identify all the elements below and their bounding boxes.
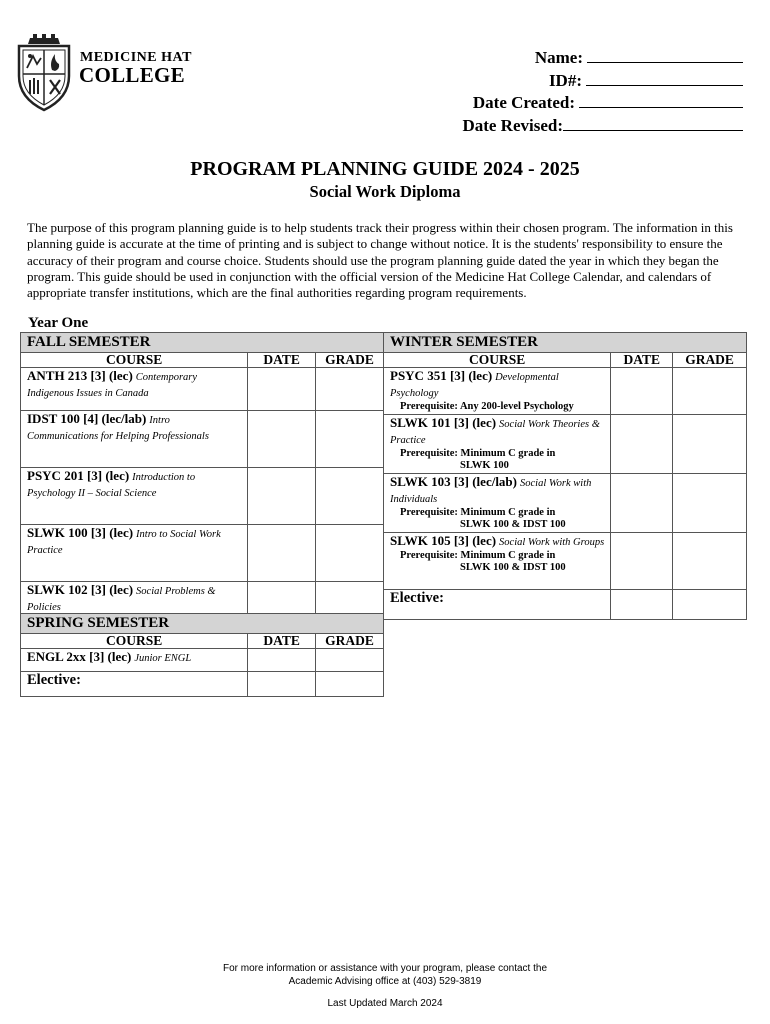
grade-cell[interactable] [673, 368, 747, 415]
logo-text-line1: MEDICINE HAT [80, 50, 192, 65]
date-cell[interactable] [248, 649, 316, 672]
table-row: SLWK 103 [3] (lec/lab) Social Work with Individuals Prerequisite: Minimum C grade in SLWK 100 & IDST 100 [384, 474, 747, 533]
grade-cell[interactable] [673, 533, 747, 590]
date-created-field[interactable]: Date Created: [462, 92, 743, 115]
table-row: PSYC 201 [3] (lec) Introduction to Psychology II – Social Science [21, 468, 384, 525]
grade-cell[interactable] [673, 415, 747, 474]
date-cell[interactable] [611, 590, 673, 620]
table-row: PSYC 351 [3] (lec) Developmental Psychology Prerequisite: Any 200-level Psychology [384, 368, 747, 415]
spring-semester-table [20, 613, 384, 697]
date-cell[interactable] [248, 468, 316, 525]
table-row: ENGL 2xx [3] (lec) Junior ENGL [21, 649, 384, 672]
table-row [384, 590, 747, 620]
grade-cell[interactable] [316, 649, 384, 672]
grade-cell[interactable] [316, 411, 384, 468]
table-row: SLWK 100 [3] (lec) Intro to Social Work Practice [21, 525, 384, 582]
grade-column-header: GRADE [316, 353, 384, 368]
spring-semester-title: SPRING SEMESTER [21, 614, 384, 634]
date-cell[interactable] [611, 368, 673, 415]
winter-semester-title: WINTER SEMESTER [384, 333, 747, 353]
footer-contact: For more information or assistance with your program, please contact the Academic Advising office at (403) 529-3819 [222, 963, 548, 987]
table-row: SLWK 105 [3] (lec) Social Work with Groups Prerequisite: Minimum C grade in SLWK 100 & IDST 100 [384, 533, 747, 590]
date-revised-field[interactable]: Date Revised: [462, 115, 743, 138]
college-logo [16, 34, 216, 114]
date-cell[interactable] [248, 411, 316, 468]
grade-cell[interactable] [316, 525, 384, 582]
grade-cell[interactable] [316, 468, 384, 525]
grade-cell[interactable] [673, 474, 747, 533]
date-column-header: DATE [248, 353, 316, 368]
grade-column-header: GRADE [316, 634, 384, 649]
page-title: PROGRAM PLANNING GUIDE 2024 - 2025 [190, 158, 580, 180]
program-subtitle: Social Work Diploma [309, 182, 461, 201]
intro-paragraph: The purpose of this program planning guide is to help students track their progress within their chosen program. The information in this planning guide is accurate at the time of printing and is subject to change without notice. It is the students' responsibility to ensure the accuracy of their program and course choice. Students should use the program planning guide dated the year in which they began the program. This guide should be used in conjunction with the official version of the Medicine Hat College Calendar, and calendars of appropriate transfer institutions, which are the final authorities regarding program requirements. [27, 220, 733, 301]
course-column-header: COURSE [21, 634, 248, 649]
spring-elective-label: Elective: [27, 672, 81, 688]
shield-crest-icon [16, 34, 72, 112]
grade-cell[interactable] [316, 368, 384, 411]
date-cell[interactable] [248, 672, 316, 697]
id-field[interactable]: ID#: [462, 70, 743, 93]
winter-elective-label: Elective: [390, 590, 444, 606]
last-updated: Last Updated March 2024 [327, 998, 443, 1009]
fall-semester-table [20, 332, 384, 617]
grade-cell[interactable] [316, 672, 384, 697]
grade-cell[interactable] [673, 590, 747, 620]
course-column-header: COURSE [384, 353, 611, 368]
table-row: ANTH 213 [3] (lec) Contemporary Indigenous Issues in Canada [21, 368, 384, 411]
grade-cell[interactable] [316, 582, 384, 617]
name-field[interactable]: Name: [462, 47, 743, 70]
student-info-fields [462, 47, 743, 137]
date-cell[interactable] [248, 582, 316, 617]
table-row: SLWK 102 [3] (lec) Social Problems & Policies [21, 582, 384, 617]
date-cell[interactable] [248, 368, 316, 411]
table-row [21, 672, 384, 697]
date-cell[interactable] [611, 533, 673, 590]
date-cell[interactable] [611, 415, 673, 474]
course-column-header: COURSE [21, 353, 248, 368]
fall-semester-title: FALL SEMESTER [21, 333, 384, 353]
date-column-header: DATE [611, 353, 673, 368]
winter-semester-table [383, 332, 747, 620]
table-row: IDST 100 [4] (lec/lab) Intro Communications for Helping Professionals [21, 411, 384, 468]
table-row: SLWK 101 [3] (lec) Social Work Theories & Practice Prerequisite: Minimum C grade in SLWK 100 [384, 415, 747, 474]
year-label: Year One [28, 315, 89, 331]
date-cell[interactable] [248, 525, 316, 582]
date-cell[interactable] [611, 474, 673, 533]
date-column-header: DATE [248, 634, 316, 649]
logo-text-line2: COLLEGE [79, 63, 185, 87]
grade-column-header: GRADE [673, 353, 747, 368]
